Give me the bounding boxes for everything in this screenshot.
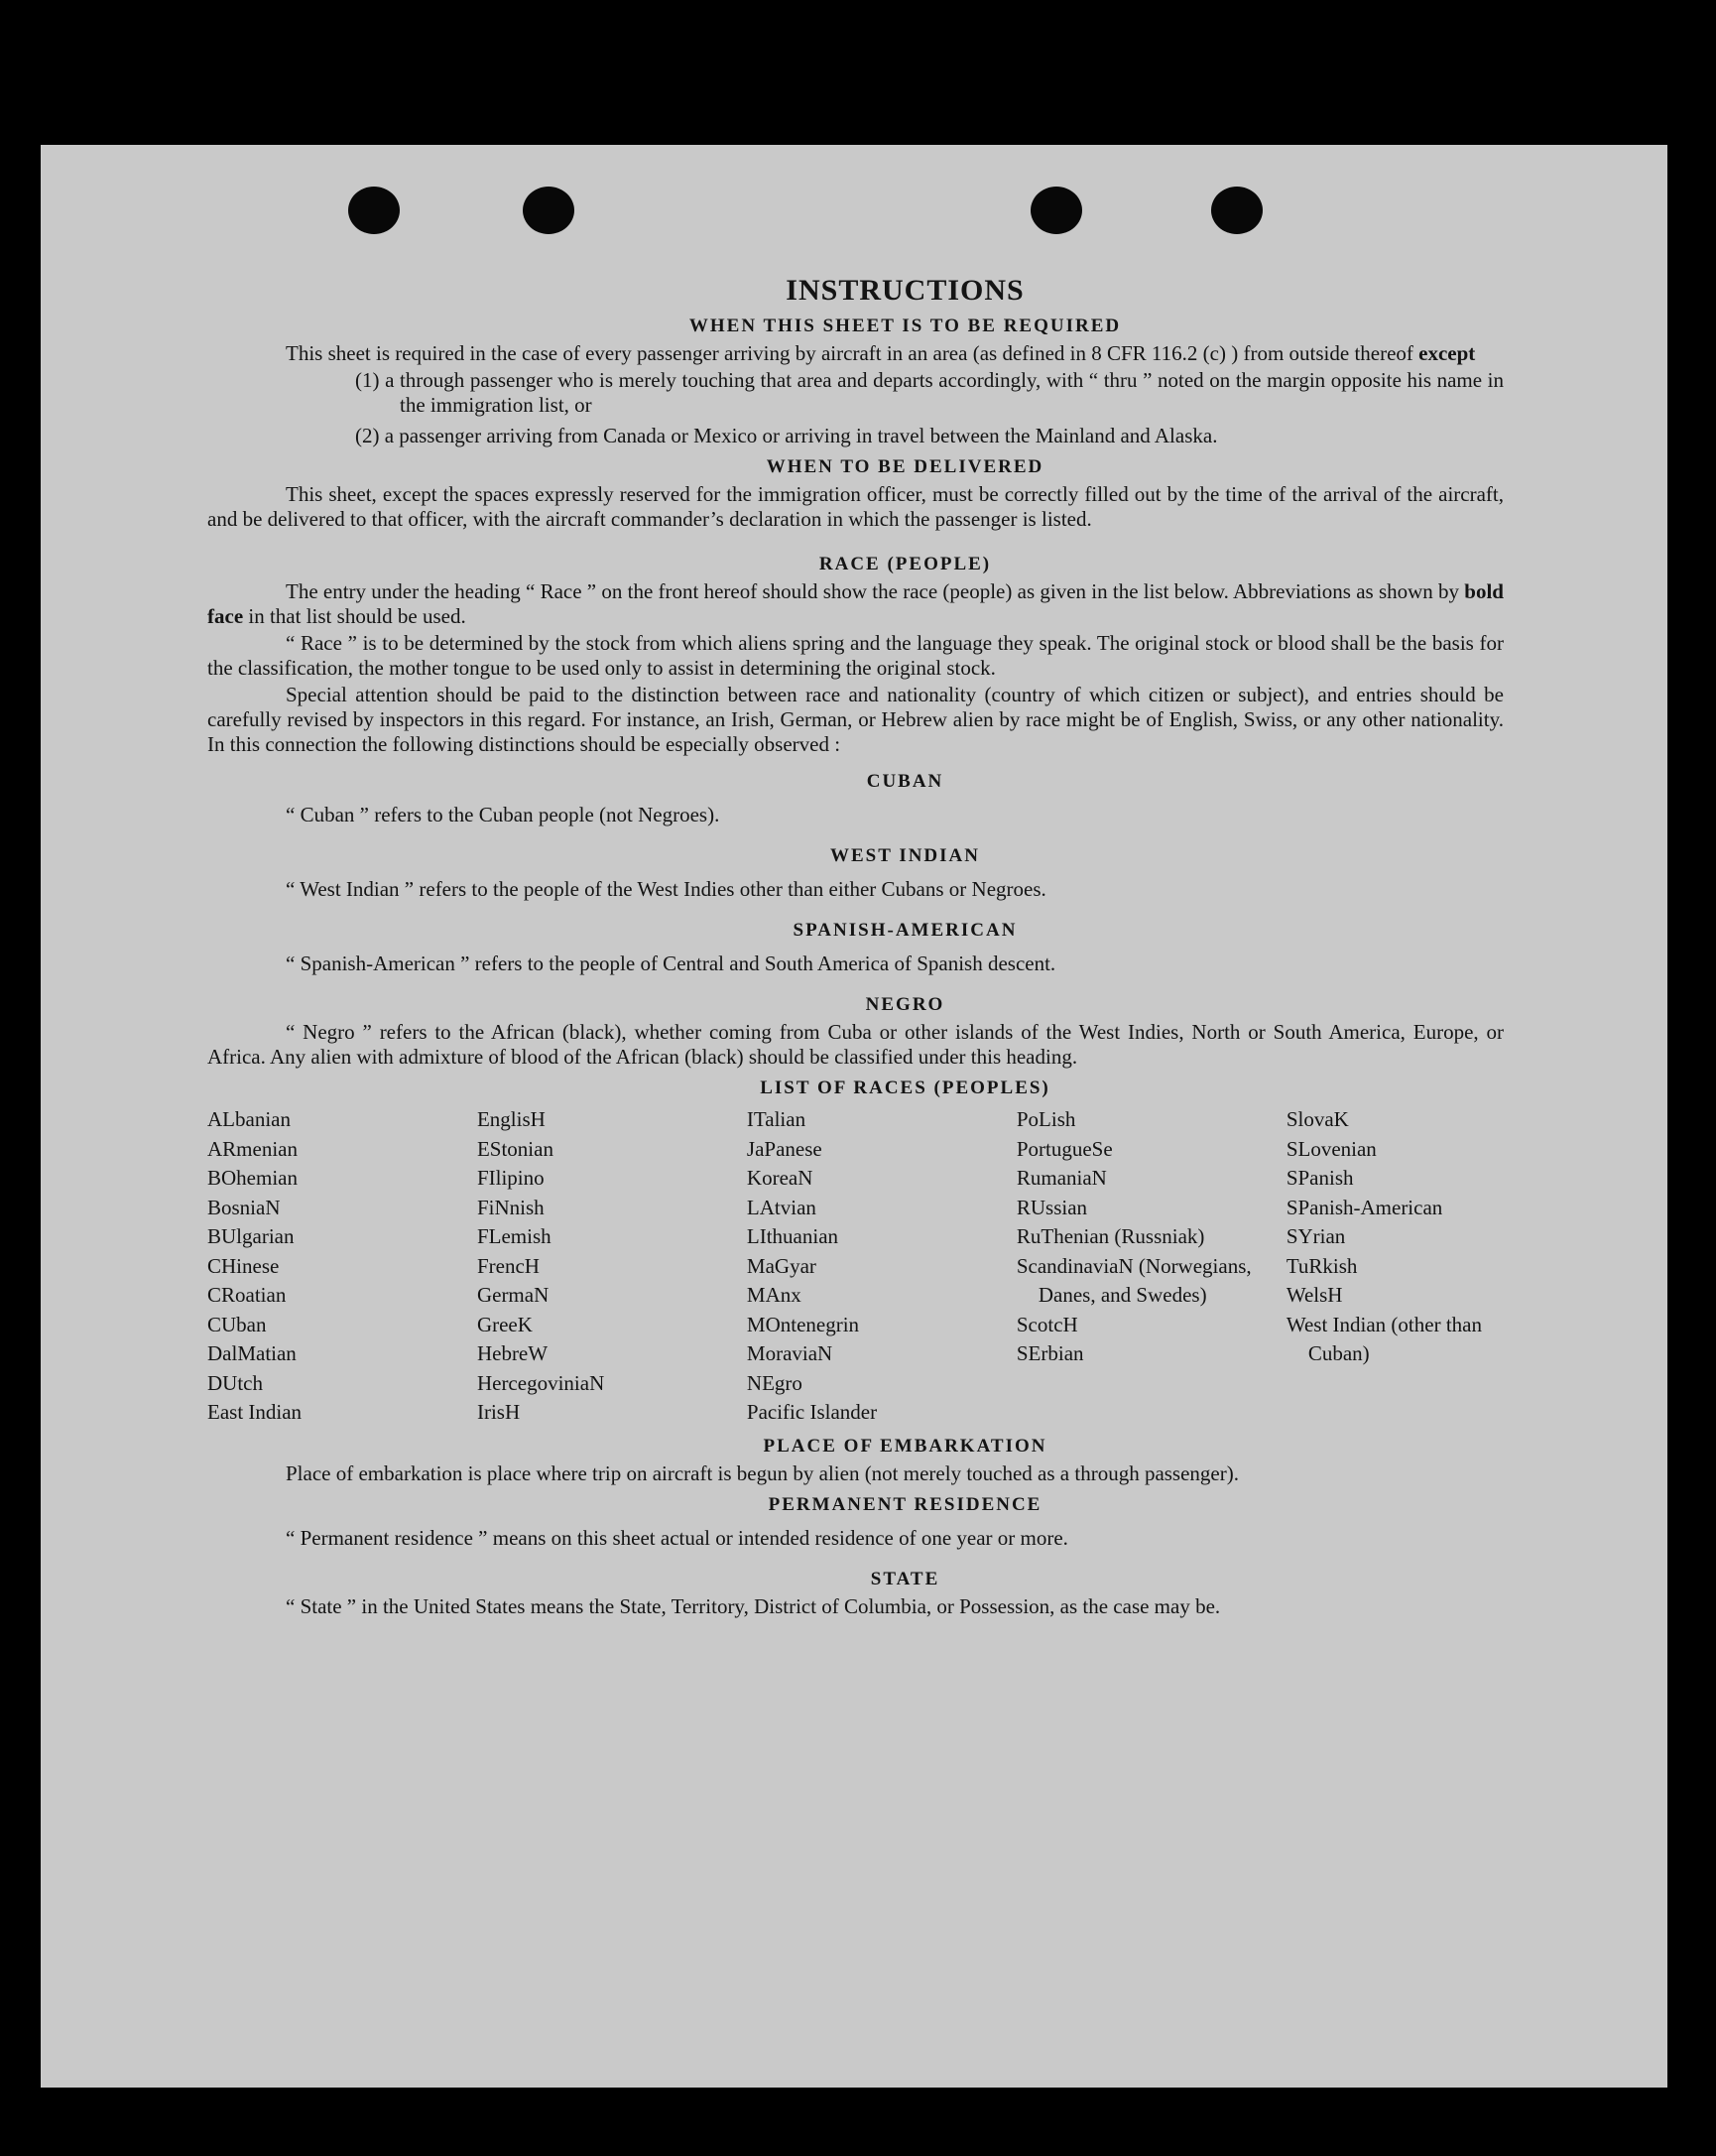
race-entry: RUssian [1016,1195,1088,1219]
race-entry: CHinese [207,1253,280,1278]
race-entry: WelsH [1286,1283,1343,1307]
race-entry: SPanish [1286,1166,1354,1190]
race-entry: NEgro [746,1370,802,1395]
race-entry: MAnx [746,1283,801,1307]
race-entry: SlovaK [1286,1107,1349,1131]
text-embarkation: Place of embarkation is place where trip on aircraft is begun by alien (not merely touched as a through passenger). [286,1460,1239,1485]
race-entry: EnglisH [476,1107,546,1131]
race-entry: SErbian [1016,1341,1084,1365]
text-residence: “ Permanent residence ” means on this sheet actual or intended residence of one year or more. [286,1525,1068,1550]
punch-hole [1211,187,1263,234]
race-entry: GreeK [476,1312,533,1336]
race-column [1287,1105,1504,1428]
text-negro: “ Negro ” refers to the African (black), whether coming from Cuba or other islands of the West Indies, North or South America, Europe, or Africa. Any alien with admixture of blood of the African (black) should be classified under this heading. [207,1020,1504,1069]
text-cuban: “ Cuban ” refers to the Cuban people (not Negroes). [286,803,720,826]
heading-embarkation: PLACE OF EMBARKATION [763,1435,1047,1457]
race-entry: MoraviaN [746,1341,833,1365]
race-entry: MOntenegrin [746,1312,860,1336]
page-title: INSTRUCTIONS [786,274,1025,307]
race-entry: JaPanese [746,1136,822,1161]
race-entry: LAtvian [746,1195,816,1219]
race-entry: ITalian [746,1107,806,1131]
paragraph-race-3: Special attention should be paid to the distinction between race and nationality (country of which citizen or subject), and entries should be carefully revised by inspectors in this regard. For instance, an Irish, German, or Hebrew alien by race might be of English, Swiss, or any other nationality. In this connection the following distinctions should be especially observed : [207,683,1504,756]
heading-delivered: WHEN TO BE DELIVERED [766,456,1044,477]
race-entry: HebreW [476,1341,549,1365]
race-entry: HercegoviniaN [476,1370,605,1395]
race-entry: DUtch [207,1370,263,1395]
paragraph-required: This sheet is required in the case of every passenger arriving by aircraft in an area (as defined in 8 CFR 116.2 (c) ) from outside thereof except [286,341,1476,365]
race-entry: PortugueSe [1016,1136,1113,1161]
paragraph-race-1: The entry under the heading “ Race ” on the front hereof should show the race (people) as given in the list below. Abbreviations as shown by bold face in that list should be used. [207,579,1504,628]
heading-cuban: CUBAN [866,771,944,792]
heading-west-indian: WEST INDIAN [830,845,980,866]
heading-negro: NEGRO [865,994,945,1015]
text-spanish-american: “ Spanish-American ” refers to the people of Central and South America of Spanish descent. [286,951,1056,975]
race-entry: SLovenian [1286,1136,1377,1161]
race-entry: ScandinaviaN (Norwegians, Danes, and Swedes) [1016,1253,1252,1307]
race-entry: KoreaN [746,1166,813,1190]
race-entry: GermaN [476,1283,550,1307]
race-entry: CUban [207,1312,267,1336]
paragraph-delivered: This sheet, except the spaces expressly reserved for the immigration officer, must be correctly filled out by the time of the arrival of the aircraft, and be delivered to that officer, with the aircraft commander’s declaration in which the passenger is listed. [207,482,1504,531]
race-entry: CRoatian [207,1283,287,1307]
race-entry: BOhemian [207,1166,298,1190]
text-west-indian: “ West Indian ” refers to the people of the West Indies other than either Cubans or Negroes. [286,877,1046,901]
list-item: (2) a passenger arriving from Canada or Mexico or arriving in travel between the Mainland and Alaska. [355,424,1218,447]
race-entry: RumaniaN [1016,1166,1107,1190]
race-entry: PoLish [1016,1107,1076,1131]
heading-residence: PERMANENT RESIDENCE [768,1493,1042,1515]
heading-state: STATE [870,1568,940,1589]
race-entry: DalMatian [207,1341,297,1365]
text-state: “ State ” in the United States means the State, Territory, District of Columbia, or Possession, as the case may be. [286,1593,1221,1618]
heading-spanish-american: SPANISH-AMERICAN [793,920,1018,941]
heading-race: RACE (PEOPLE) [818,554,992,574]
race-entry: ScotcH [1016,1312,1078,1336]
paragraph-race-2: “ Race ” is to be determined by the stock from which aliens spring and the language they speak. The original stock or blood shall be the basis for the classification, the mother tongue to be used only to assist in determining the original stock. [207,631,1504,680]
race-entry: SYrian [1286,1224,1346,1248]
race-column [747,1105,1017,1428]
race-entry: EStonian [476,1136,553,1161]
race-entry: BUlgarian [207,1224,295,1248]
race-entry: FiNnish [476,1195,545,1219]
race-column [1017,1105,1287,1428]
document-sheet [41,145,1667,2088]
punch-hole [1031,187,1082,234]
race-entry: LIthuanian [746,1224,839,1248]
race-entry: East Indian [207,1400,303,1424]
race-column [207,1105,477,1428]
race-entry: Pacific Islander [746,1400,878,1424]
race-entry: RuThenian (Russniak) [1016,1224,1205,1248]
list-item: (1) a through passenger who is merely touching that area and departs accordingly, with “ thru ” noted on the margin opposite his name in the immigration list, or [355,368,1504,417]
race-entry: MaGyar [746,1253,816,1278]
race-entry: FrencH [476,1253,540,1278]
race-entry: IrisH [476,1400,521,1424]
race-entry: FLemish [476,1224,552,1248]
race-entry: TuRkish [1286,1253,1358,1278]
punch-hole [348,187,400,234]
punch-hole [523,187,574,234]
race-column [477,1105,747,1428]
heading-required: WHEN THIS SHEET IS TO BE REQUIRED [688,316,1122,336]
heading-list-of-races: LIST OF RACES (PEOPLES) [760,1078,1050,1098]
race-entry: ARmenian [207,1136,298,1161]
race-entry: BosniaN [207,1195,281,1219]
race-entry: ALbanian [207,1107,291,1131]
race-entry: SPanish-American [1286,1195,1443,1219]
race-entry: FIlipino [476,1166,545,1190]
race-entry: West Indian (other than Cuban) [1286,1312,1482,1365]
race-list [207,1105,1504,1428]
